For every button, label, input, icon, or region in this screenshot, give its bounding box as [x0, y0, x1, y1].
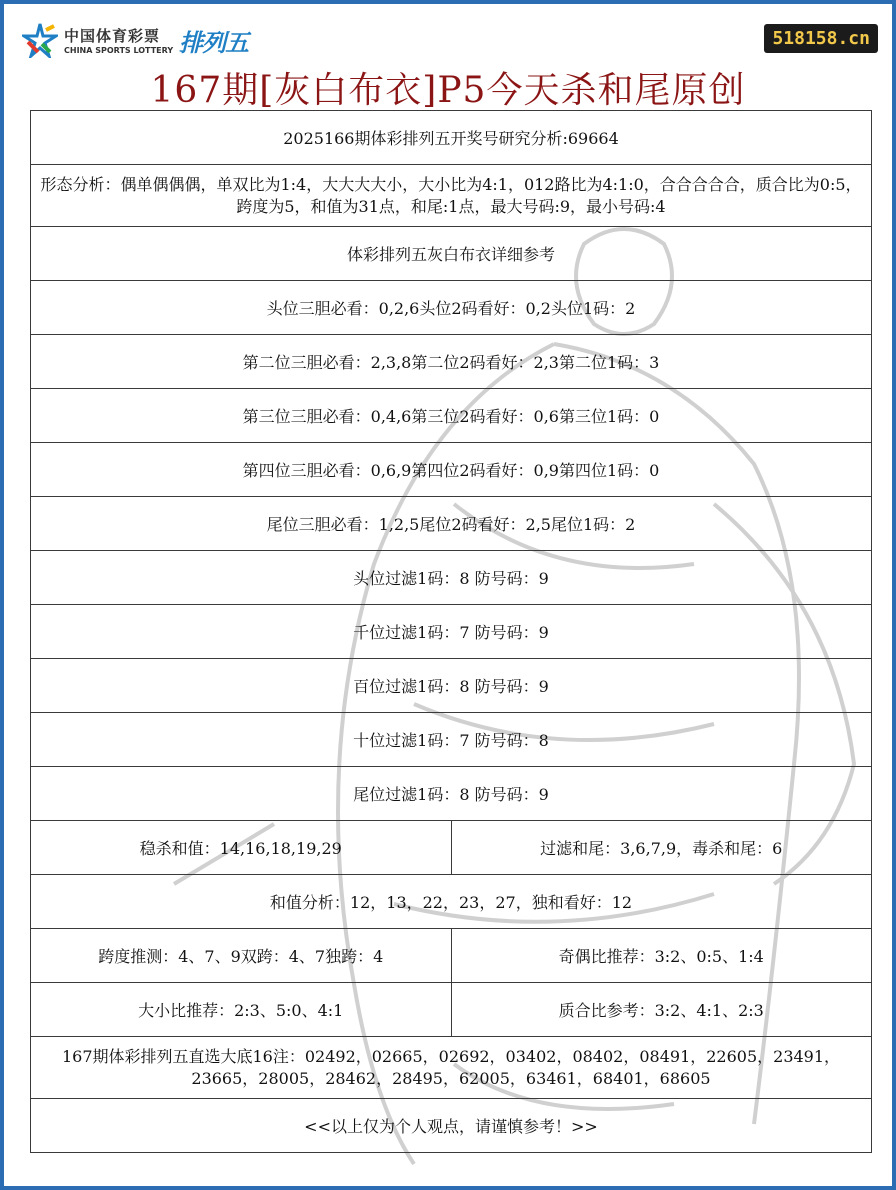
pos5-cell: 尾位三胆必看：1,2,5尾位2码看好：2,5尾位1码：2 — [31, 497, 872, 551]
logo-game-text: 排列五 — [179, 28, 249, 57]
big-small-cell: 大小比推荐：2:3、5:0、4:1 — [31, 983, 452, 1037]
lottery-logo — [22, 20, 248, 60]
base-picks-cell: 167期体彩排列五直选大底16注：02492，02665，02692，03402，08402，08491，22605，23491，23665，28005，28462，28495，62005，63461，68401，68605 — [31, 1037, 872, 1099]
odd-even-cell: 奇偶比推荐：3:2、0:5、1:4 — [451, 929, 872, 983]
prime-comp-cell: 质合比参考：3:2、4:1、2:3 — [451, 983, 872, 1037]
filter-tail-cell: 过滤和尾：3,6,7,9，毒杀和尾：6 — [451, 821, 872, 875]
logo-en-text: CHINA SPORTS LOTTERY — [64, 46, 174, 55]
filter3-cell: 百位过滤1码：8 防号码：9 — [31, 659, 872, 713]
lottery-star-icon — [22, 22, 58, 58]
pos2-cell: 第二位三胆必看：2,3,8第二位2码看好：2,3第二位1码：3 — [31, 335, 872, 389]
page-title: 167期[灰白布衣]P5今天杀和尾原创 — [150, 70, 746, 111]
disclaimer-cell: <<以上仅为个人观点，请谨慎参考！>> — [31, 1099, 872, 1153]
prev-result-cell: 2025166期体彩排列五开奖号研究分析:69664 — [31, 111, 872, 165]
filter2-cell: 千位过滤1码：7 防号码：9 — [31, 605, 872, 659]
logo-cn-text: 中国体育彩票 — [64, 27, 161, 45]
span-cell: 跨度推测：4、7、9双跨：4、7独跨：4 — [31, 929, 452, 983]
analysis-table — [30, 110, 872, 1153]
sum-analysis-cell: 和值分析：12，13，22，23，27，独和看好：12 — [31, 875, 872, 929]
pos4-cell: 第四位三胆必看：0,6,9第四位2码看好：0,9第四位1码：0 — [31, 443, 872, 497]
shape-analysis-cell: 形态分析：偶单偶偶偶，单双比为1:4，大大大大小，大小比为4:1，012路比为4:1:0，合合合合合，质合比为0:5，跨度为5，和值为31点，和尾:1点，最大号码:9，最小号码:4 — [31, 165, 872, 227]
kill-sum-cell: 稳杀和值：14,16,18,19,29 — [31, 821, 452, 875]
pos1-cell: 头位三胆必看：0,2,6头位2码看好：0,2头位1码：2 — [31, 281, 872, 335]
filter4-cell: 十位过滤1码：7 防号码：8 — [31, 713, 872, 767]
site-badge[interactable]: 518158.cn — [764, 24, 878, 53]
pos3-cell: 第三位三胆必看：0,4,6第三位2码看好：0,6第三位1码：0 — [31, 389, 872, 443]
section-title-cell: 体彩排列五灰白布衣详细参考 — [31, 227, 872, 281]
filter1-cell: 头位过滤1码：8 防号码：9 — [31, 551, 872, 605]
filter5-cell: 尾位过滤1码：8 防号码：9 — [31, 767, 872, 821]
